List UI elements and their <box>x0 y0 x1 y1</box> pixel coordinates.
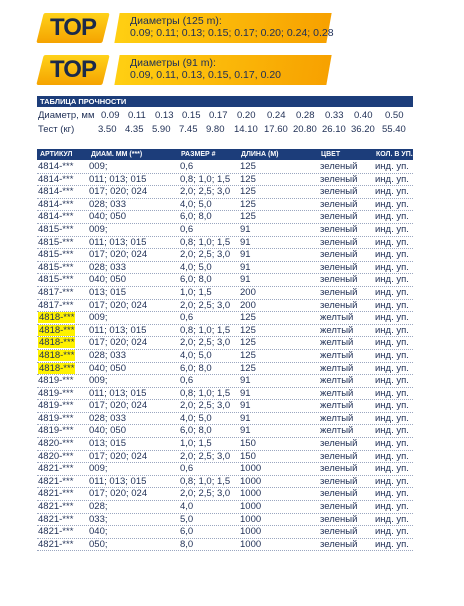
table-row <box>37 337 413 350</box>
cell-len: 91 <box>240 375 251 387</box>
table-row <box>37 363 413 376</box>
cell-len: 125 <box>240 362 256 374</box>
cell-size: 5,0 <box>180 513 194 525</box>
cell-diam: 028; 033 <box>89 412 126 424</box>
test-value: 4.35 <box>125 124 144 135</box>
table-row <box>37 287 413 300</box>
cell-size: 4,0 <box>180 501 194 513</box>
cell-art: 4815-*** <box>38 223 74 235</box>
cell-size: 0,8; 1,0; 1,5 <box>180 324 231 336</box>
diameter-value: 0.11 <box>128 110 146 121</box>
cell-qty: инд. уп. <box>375 438 409 450</box>
table-row <box>37 312 413 325</box>
table-row <box>37 375 413 388</box>
cell-len: 1000 <box>240 475 262 487</box>
cell-len: 1000 <box>240 463 262 475</box>
cell-qty: инд. уп. <box>375 274 409 286</box>
top-logo-badge: TOP <box>36 55 109 85</box>
cell-len: 125 <box>240 337 256 349</box>
cell-qty: инд. уп. <box>375 312 409 324</box>
cell-art: 4814-*** <box>38 198 74 210</box>
header-diameter: ДИАМ. ММ (***) <box>91 151 143 158</box>
diameter-value: 0.50 <box>385 110 404 121</box>
diameters-125-title: Диаметры (125 m): <box>130 15 222 27</box>
cell-diam: 011; 013; 015 <box>89 236 147 248</box>
diameter-value: 0.20 <box>237 110 256 121</box>
cell-size: 6,0 <box>180 526 194 538</box>
cell-art <box>38 337 75 349</box>
cell-qty: инд. уп. <box>375 387 409 399</box>
cell-size: 0,6 <box>180 463 194 475</box>
diameter-value: 0.33 <box>325 110 344 121</box>
cell-qty: инд. уп. <box>375 463 409 475</box>
diameters-125-values: 0.09; 0.11; 0.13; 0.15; 0.17; 0.20; 0.24; 0.28 <box>130 27 334 39</box>
highlighted-article: 4818-*** <box>39 312 75 324</box>
cell-len: 125 <box>240 312 256 324</box>
cell-size: 2,0; 2,5; 3,0 <box>180 186 231 198</box>
cell-qty: инд. уп. <box>375 538 409 550</box>
cell-qty: инд. уп. <box>375 400 409 412</box>
cell-qty: инд. уп. <box>375 324 409 336</box>
cell-len: 125 <box>240 161 256 172</box>
cell-color: желтый <box>320 349 354 361</box>
strength-diameter-row <box>37 110 413 122</box>
cell-diam: 017; 020; 024 <box>89 400 148 412</box>
cell-color: зеленый <box>320 526 358 538</box>
table-row <box>37 174 413 187</box>
top-logo-badge: TOP <box>36 13 109 43</box>
table-row <box>37 463 413 476</box>
cell-size: 2,0; 2,5; 3,0 <box>180 488 231 500</box>
product-table-body <box>37 161 413 551</box>
cell-len: 125 <box>240 198 256 210</box>
cell-len: 1000 <box>240 501 262 513</box>
cell-color: желтый <box>320 412 354 424</box>
cell-len: 1000 <box>240 513 262 525</box>
cell-art: 4821-*** <box>38 526 74 538</box>
test-value: 36.20 <box>351 124 375 135</box>
cell-art: 4820-*** <box>38 438 74 450</box>
cell-qty: инд. уп. <box>375 198 409 210</box>
cell-len: 91 <box>240 223 251 235</box>
cell-len: 125 <box>240 186 256 198</box>
highlighted-article: 4818-*** <box>39 337 75 349</box>
cell-size: 0,8; 1,0; 1,5 <box>180 475 231 487</box>
cell-qty: инд. уп. <box>375 249 409 261</box>
cell-diam: 028; 033 <box>89 261 126 273</box>
cell-art: 4821-*** <box>38 475 74 487</box>
table-row <box>37 199 413 212</box>
cell-diam: 028; 033 <box>89 349 126 361</box>
cell-qty: инд. уп. <box>375 236 409 248</box>
cell-len: 150 <box>240 450 256 462</box>
cell-qty: инд. уп. <box>375 337 409 349</box>
cell-size: 0,6 <box>180 375 194 387</box>
cell-qty: инд. уп. <box>375 223 409 235</box>
cell-qty: инд. уп. <box>375 362 409 374</box>
cell-qty: инд. уп. <box>375 501 409 513</box>
cell-color: зеленый <box>320 501 358 513</box>
strength-test-row <box>37 124 413 136</box>
cell-size: 2,0; 2,5; 3,0 <box>180 249 231 261</box>
cell-qty: инд. уп. <box>375 299 409 311</box>
table-row <box>37 476 413 489</box>
cell-size: 0,8; 1,0; 1,5 <box>180 173 231 185</box>
cell-size: 0,6 <box>180 312 194 324</box>
cell-color: зеленый <box>320 488 358 500</box>
cell-diam: 011; 013; 015 <box>89 387 147 399</box>
diameters-91-label <box>130 57 281 81</box>
cell-diam: 009; <box>89 375 108 387</box>
cell-len: 150 <box>240 438 256 450</box>
table-row <box>37 539 413 552</box>
cell-size: 2,0; 2,5; 3,0 <box>180 299 231 311</box>
cell-art: 4819-*** <box>38 425 74 437</box>
cell-art: 4819-*** <box>38 412 74 424</box>
product-table-header <box>37 149 413 160</box>
test-label: Тест (кг) <box>38 124 75 135</box>
diameter-value: 0.24 <box>267 110 286 121</box>
cell-diam: 011; 013; 015 <box>89 324 147 336</box>
table-row <box>37 350 413 363</box>
cell-qty: инд. уп. <box>375 261 409 273</box>
cell-len: 125 <box>240 173 256 185</box>
strength-table-title: ТАБЛИЦА ПРОЧНОСТИ <box>37 96 413 107</box>
table-row <box>37 451 413 464</box>
cell-diam: 017; 020; 024 <box>89 249 148 261</box>
cell-diam: 017; 020; 024 <box>89 299 148 311</box>
cell-qty: инд. уп. <box>375 526 409 538</box>
diameter-value: 0.28 <box>296 110 315 121</box>
cell-diam: 017; 020; 024 <box>89 186 148 198</box>
cell-size: 2,0; 2,5; 3,0 <box>180 450 231 462</box>
cell-len: 91 <box>240 274 251 286</box>
cell-size: 4,0; 5,0 <box>180 349 212 361</box>
highlighted-article: 4818-*** <box>39 362 75 374</box>
header-color: ЦВЕТ <box>321 151 341 158</box>
cell-len: 1000 <box>240 488 262 500</box>
cell-color: желтый <box>320 387 354 399</box>
cell-size: 4,0; 5,0 <box>180 412 212 424</box>
diameter-value: 0.09 <box>101 110 120 121</box>
cell-qty: инд. уп. <box>375 450 409 462</box>
cell-color: зеленый <box>320 475 358 487</box>
cell-color: зеленый <box>320 299 358 311</box>
cell-color: зеленый <box>320 173 358 185</box>
cell-art: 4814-*** <box>38 173 74 185</box>
cell-color: зеленый <box>320 211 358 223</box>
cell-diam: 013; 015 <box>89 286 126 298</box>
cell-size: 1,0; 1,5 <box>180 438 212 450</box>
header-qty: КОЛ. В УП. <box>376 151 413 158</box>
cell-qty: инд. уп. <box>375 513 409 525</box>
cell-art: 4814-*** <box>38 161 74 172</box>
cell-color: зеленый <box>320 438 358 450</box>
diameter-label: Диаметр, мм <box>38 110 95 121</box>
table-row <box>37 514 413 527</box>
cell-qty: инд. уп. <box>375 349 409 361</box>
cell-qty: инд. уп. <box>375 211 409 223</box>
cell-art: 4821-*** <box>38 488 74 500</box>
diameter-value: 0.15 <box>182 110 201 121</box>
cell-size: 0,6 <box>180 161 194 172</box>
header-size: РАЗМЕР # <box>181 151 216 158</box>
cell-art: 4821-*** <box>38 463 74 475</box>
cell-len: 1000 <box>240 526 262 538</box>
cell-qty: инд. уп. <box>375 186 409 198</box>
diameters-91-title: Диаметры (91 m): <box>130 57 216 69</box>
cell-diam: 028; <box>89 501 108 513</box>
cell-color: зеленый <box>320 286 358 298</box>
cell-size: 2,0; 2,5; 3,0 <box>180 400 231 412</box>
cell-color: желтый <box>320 375 354 387</box>
cell-color: зеленый <box>320 513 358 525</box>
cell-art <box>38 325 75 337</box>
cell-color: зеленый <box>320 274 358 286</box>
cell-qty: инд. уп. <box>375 173 409 185</box>
cell-size: 4,0; 5,0 <box>180 261 212 273</box>
table-row <box>37 388 413 401</box>
cell-diam: 013; 015 <box>89 438 126 450</box>
cell-size: 6,0; 8,0 <box>180 362 212 374</box>
cell-size: 6,0; 8,0 <box>180 274 212 286</box>
test-value: 5.90 <box>152 124 171 135</box>
table-row <box>37 300 413 313</box>
table-row <box>37 501 413 514</box>
test-value: 14.10 <box>234 124 258 135</box>
cell-art: 4815-*** <box>38 274 74 286</box>
table-row <box>37 526 413 539</box>
highlighted-article: 4818-*** <box>39 349 75 361</box>
cell-color: зеленый <box>320 538 358 550</box>
header-length: ДЛИНА (М) <box>241 151 279 158</box>
cell-art: 4815-*** <box>38 261 74 273</box>
test-value: 3.50 <box>98 124 117 135</box>
cell-color: желтый <box>320 400 354 412</box>
table-row <box>37 237 413 250</box>
cell-diam: 009; <box>89 463 108 475</box>
cell-diam: 017; 020; 024 <box>89 488 148 500</box>
cell-size: 0,6 <box>180 223 194 235</box>
cell-art <box>38 312 75 324</box>
cell-len: 91 <box>240 236 251 248</box>
cell-color: желтый <box>320 312 354 324</box>
cell-art: 4820-*** <box>38 450 74 462</box>
cell-color: зеленый <box>320 249 358 261</box>
cell-diam: 017; 020; 024 <box>89 450 148 462</box>
cell-size: 0,8; 1,0; 1,5 <box>180 236 231 248</box>
cell-diam: 033; <box>89 513 108 525</box>
diameters-125-label <box>130 15 334 39</box>
cell-size: 1,0; 1,5 <box>180 286 212 298</box>
table-row <box>37 425 413 438</box>
cell-size: 6,0; 8,0 <box>180 211 212 223</box>
cell-len: 91 <box>240 249 251 261</box>
cell-len: 200 <box>240 299 256 311</box>
cell-len: 91 <box>240 387 251 399</box>
table-row <box>37 488 413 501</box>
cell-art: 4819-*** <box>38 375 74 387</box>
cell-len: 91 <box>240 425 251 437</box>
cell-diam: 009; <box>89 312 108 324</box>
table-row <box>37 325 413 338</box>
cell-art: 4815-*** <box>38 249 74 261</box>
cell-color: зеленый <box>320 223 358 235</box>
cell-qty: инд. уп. <box>375 375 409 387</box>
cell-size: 6,0; 8,0 <box>180 425 212 437</box>
test-value: 9.80 <box>206 124 225 135</box>
table-row <box>37 413 413 426</box>
cell-color: зеленый <box>320 463 358 475</box>
cell-color: зеленый <box>320 161 358 172</box>
cell-size: 4,0; 5,0 <box>180 198 212 210</box>
diameter-value: 0.40 <box>354 110 373 121</box>
cell-color: желтый <box>320 324 354 336</box>
cell-qty: инд. уп. <box>375 161 409 172</box>
cell-size: 0,8; 1,0; 1,5 <box>180 387 231 399</box>
cell-diam: 017; 020; 024 <box>89 337 148 349</box>
cell-size: 2,0; 2,5; 3,0 <box>180 337 231 349</box>
cell-qty: инд. уп. <box>375 412 409 424</box>
table-row <box>37 262 413 275</box>
cell-diam: 028; 033 <box>89 198 126 210</box>
cell-art: 4821-*** <box>38 513 74 525</box>
cell-diam: 040; 050 <box>89 211 126 223</box>
cell-len: 91 <box>240 412 251 424</box>
cell-size: 8,0 <box>180 538 194 550</box>
cell-art: 4821-*** <box>38 501 74 513</box>
cell-diam: 040; 050 <box>89 274 126 286</box>
cell-len: 91 <box>240 261 251 273</box>
table-row <box>37 438 413 451</box>
cell-diam: 050; <box>89 538 108 550</box>
highlighted-article: 4818-*** <box>39 324 75 336</box>
cell-len: 91 <box>240 400 251 412</box>
diameter-value: 0.17 <box>209 110 228 121</box>
cell-color: желтый <box>320 337 354 349</box>
cell-len: 125 <box>240 211 256 223</box>
cell-len: 125 <box>240 349 256 361</box>
table-row <box>37 186 413 199</box>
cell-art: 4814-*** <box>38 186 74 198</box>
cell-color: желтый <box>320 362 354 374</box>
table-row <box>37 400 413 413</box>
cell-color: зеленый <box>320 198 358 210</box>
cell-qty: инд. уп. <box>375 475 409 487</box>
cell-qty: инд. уп. <box>375 425 409 437</box>
table-row <box>37 211 413 224</box>
cell-len: 125 <box>240 324 256 336</box>
test-value: 20.80 <box>293 124 317 135</box>
header-article: АРТИКУЛ <box>40 151 73 158</box>
cell-art: 4819-*** <box>38 400 74 412</box>
cell-art <box>38 350 75 362</box>
cell-diam: 009; <box>89 223 108 235</box>
cell-color: желтый <box>320 425 354 437</box>
cell-art: 4817-*** <box>38 299 74 311</box>
test-value: 26.10 <box>322 124 346 135</box>
cell-diam: 040; <box>89 526 108 538</box>
test-value: 7.45 <box>179 124 198 135</box>
cell-color: зеленый <box>320 236 358 248</box>
cell-art: 4815-*** <box>38 236 74 248</box>
table-row <box>37 274 413 287</box>
diameter-value: 0.13 <box>155 110 174 121</box>
cell-art: 4817-*** <box>38 286 74 298</box>
cell-diam: 040; 050 <box>89 425 126 437</box>
cell-qty: инд. уп. <box>375 286 409 298</box>
diameters-91-values: 0.09, 0.11, 0.13, 0.15, 0.17, 0.20 <box>130 69 282 81</box>
cell-art: 4819-*** <box>38 387 74 399</box>
cell-art: 4821-*** <box>38 538 74 550</box>
cell-diam: 011; 013; 015 <box>89 173 147 185</box>
test-value: 55.40 <box>382 124 406 135</box>
cell-diam: 040; 050 <box>89 362 126 374</box>
cell-color: зеленый <box>320 186 358 198</box>
cell-len: 1000 <box>240 538 262 550</box>
cell-len: 200 <box>240 286 256 298</box>
cell-qty: инд. уп. <box>375 488 409 500</box>
cell-diam: 011; 013; 015 <box>89 475 147 487</box>
table-row <box>37 161 413 174</box>
cell-color: зеленый <box>320 261 358 273</box>
cell-color: зеленый <box>320 450 358 462</box>
table-row <box>37 249 413 262</box>
cell-art: 4814-*** <box>38 211 74 223</box>
table-row <box>37 224 413 237</box>
cell-diam: 009; <box>89 161 108 172</box>
test-value: 17.60 <box>264 124 288 135</box>
cell-art <box>38 363 75 375</box>
